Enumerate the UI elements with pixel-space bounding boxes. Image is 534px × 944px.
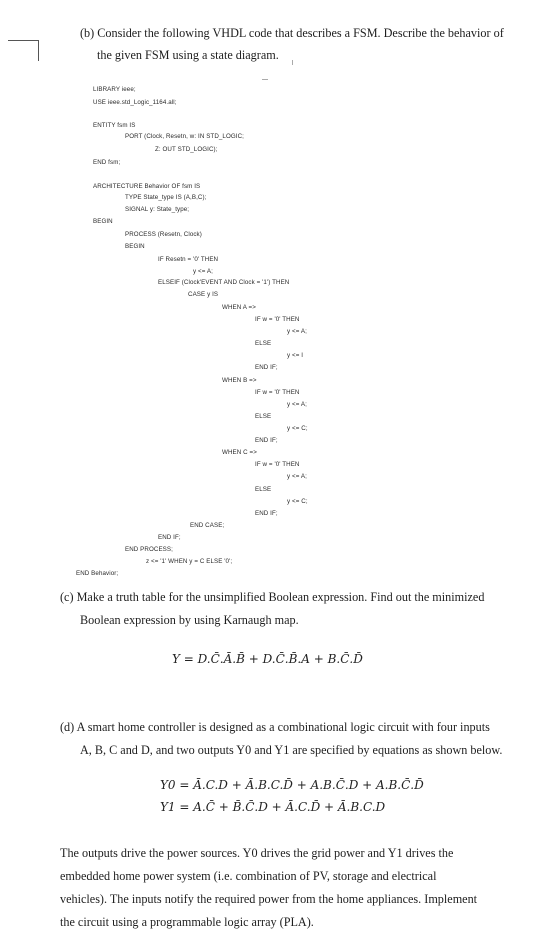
code-line: WHEN C => [222, 449, 257, 456]
code-line: USE ieee.std_Logic_1164.all; [93, 99, 177, 106]
code-line: PORT (Clock, Resetn, w: IN STD_LOGIC; [125, 133, 244, 140]
code-line: y <= I [287, 352, 304, 359]
code-line: y <= C; [287, 425, 308, 432]
code-line: WHEN A => [222, 304, 256, 311]
code-line: IF w = '0' THEN [255, 389, 300, 396]
part-d-line-1: (d) A smart home controller is designed as a combinational logic circuit with four inputs [60, 720, 490, 734]
code-line: ELSE [255, 413, 272, 420]
scan-speck [262, 79, 268, 80]
code-line: END Behavior; [76, 570, 119, 577]
code-line: LIBRARY ieee; [93, 86, 136, 93]
code-line: ARCHITECTURE Behavior OF fsm IS [93, 183, 201, 190]
code-line: END CASE; [190, 522, 225, 529]
code-line: CASE y IS [188, 291, 219, 298]
code-line: ELSE [255, 340, 272, 347]
code-line: IF w = '0' THEN [255, 316, 300, 323]
code-line: BEGIN [125, 243, 145, 250]
code-line: END IF; [255, 437, 278, 444]
part-c-line-1: (c) Make a truth table for the unsimplified Boolean expression. Find out the minimized [60, 590, 485, 604]
code-line: BEGIN [93, 218, 113, 225]
code-line: Z: OUT STD_LOGIC); [155, 146, 218, 153]
part-b-line-1: (b) Consider the following VHDL code that describes a FSM. Describe the behavior of [80, 26, 504, 40]
equation-y1: Y1 = A.C̄ + B̄.C̄.D + Ā.C.D̄ + Ā.B.C.D [160, 800, 386, 814]
margin-bracket [8, 40, 39, 61]
code-line: END fsm; [93, 159, 121, 166]
part-b-line-2: the given FSM using a state diagram. [97, 48, 279, 62]
code-line: SIGNAL y: State_type; [125, 206, 190, 213]
code-line: y <= A; [287, 328, 307, 335]
code-line: END IF; [255, 510, 278, 517]
code-line: WHEN B => [222, 377, 257, 384]
code-line: ENTITY fsm IS [93, 122, 136, 129]
code-line: END PROCESS; [125, 546, 173, 553]
part-d-paragraph-line: vehicles). The inputs notify the required power from the home appliances. Implement [60, 892, 478, 906]
part-d-paragraph-line: the circuit using a programmable logic array (PLA). [60, 915, 314, 929]
code-line: IF w = '0' THEN [255, 461, 300, 468]
code-line: ELSEIF (Clock'EVENT AND Clock = '1') THEN [158, 279, 290, 286]
code-line: IF Resetn = '0' THEN [158, 256, 219, 263]
code-line: z <= '1' WHEN y = C ELSE '0'; [146, 558, 233, 565]
equation-y: Y = D.C̄.Ā.B̄ + D.C̄.B̄.A + B.C̄.D̄ [172, 652, 363, 666]
part-d-paragraph-line: The outputs drive the power sources. Y0 drives the grid power and Y1 drives the [60, 846, 454, 860]
code-line: END IF; [255, 364, 278, 371]
code-line: TYPE State_type IS (A,B,C); [125, 194, 207, 201]
code-line: PROCESS (Resetn, Clock) [125, 231, 202, 238]
code-line: END IF; [158, 534, 181, 541]
part-c-line-2: Boolean expression by using Karnaugh map. [80, 613, 299, 627]
scan-speck [292, 60, 293, 65]
code-line: y <= C; [287, 498, 308, 505]
equation-y0: Y0 = Ā.C.D + Ā.B.C.D̄ + A.B.C̄.D + A.B.C̄.D̄ [160, 778, 424, 792]
part-d-paragraph-line: embedded home power system (i.e. combination of PV, storage and electrical [60, 869, 437, 883]
code-line: ELSE [255, 486, 272, 493]
part-d-line-2: A, B, C and D, and two outputs Y0 and Y1 are specified by equations as shown below. [80, 743, 503, 757]
code-line: y <= A; [193, 268, 213, 275]
code-line: y <= A; [287, 473, 307, 480]
code-line: y <= A; [287, 401, 307, 408]
